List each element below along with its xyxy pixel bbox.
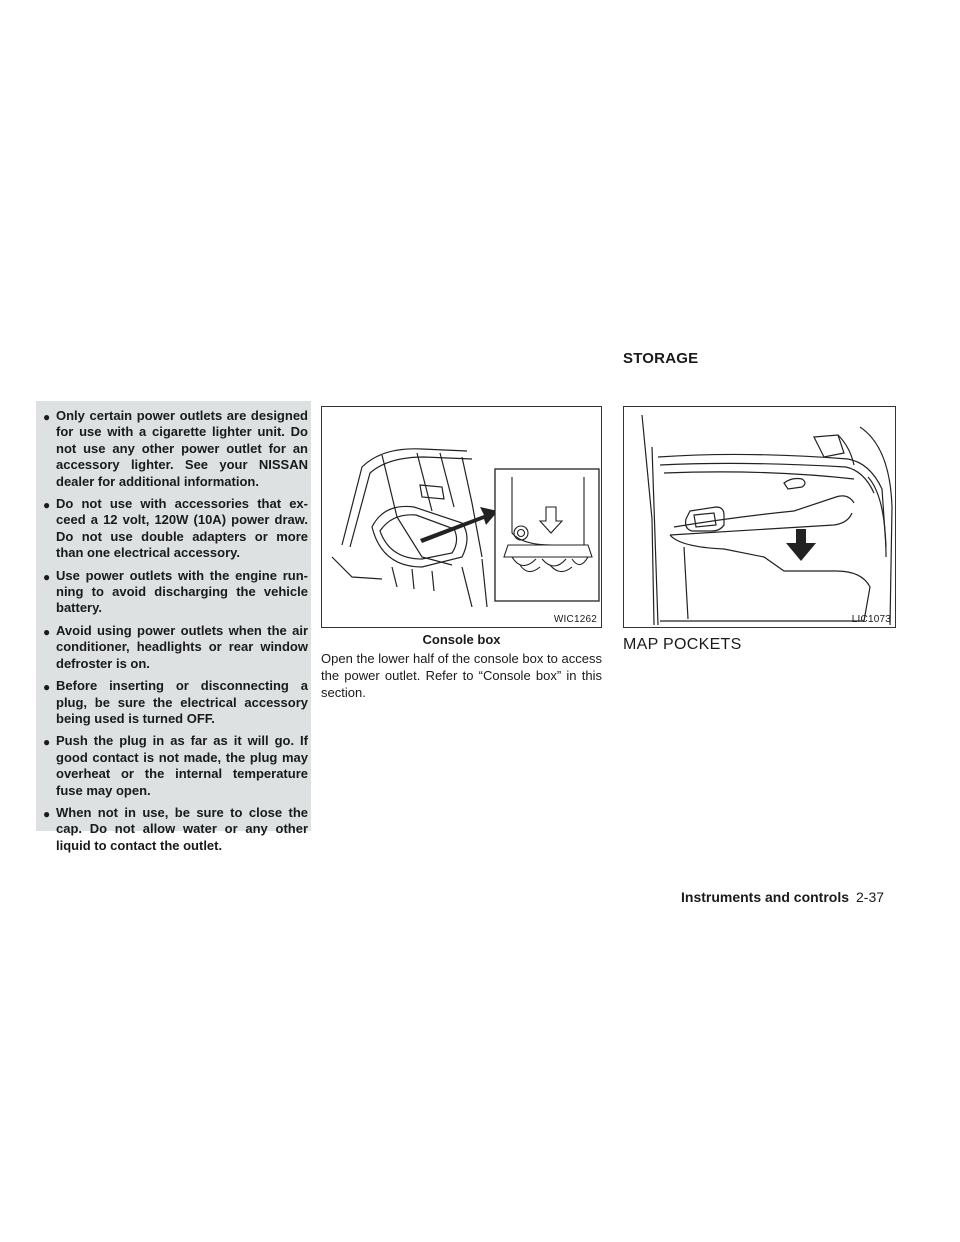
caution-text: Do not use with accessories that ex- ceed a 12 volt, 120W (10A) power draw. Do not use double adapters or more than one electrical accessory. [56,496,308,561]
door-panel-illustration [624,407,896,628]
down-arrow [786,529,816,561]
caution-text: Before inserting or disconnecting a plug, be sure the electrical accessory being used is turned OFF. [56,678,308,726]
bullet-icon: ● [43,624,51,639]
map-pockets-heading: MAP POCKETS [623,636,742,653]
caution-text: Avoid using power outlets when the air conditioner, headlights or rear window defroster is on. [56,622,308,671]
console-box-illustration [322,407,602,628]
figure-caption: Console box [422,632,501,647]
caution-item [43,408,308,490]
caution-text: Use power outlets with the engine run- ning to avoid discharging the vehicle battery. [56,567,308,616]
footer-section-title: Instruments and controls [681,889,850,905]
caution-item [43,733,308,799]
caution-item [43,678,308,727]
caution-text: When not in use, be sure to close the cap. Do not allow water or any other liquid to contact the outlet. [56,804,308,853]
bullet-icon: ● [43,735,51,750]
section-heading: STORAGE [623,350,699,367]
console-paragraph: Open the lower half of the console box to access the power outlet. Refer to “Console box” in this section. [321,651,602,700]
caution-item [43,568,308,617]
caution-item [43,496,308,562]
detail-inset [495,469,599,601]
page-number: 2-37 [856,889,885,905]
bullet-icon: ● [43,806,51,821]
caution-item [43,805,308,854]
map-pocket-figure [623,406,896,628]
figure-code: WIC1262 [553,614,597,625]
caution-item [43,623,308,672]
caution-text: Only certain power outlets are designed for use with a cigarette lighter unit. Do not use any other power outlet for an accessory lighter. See your NISSAN dealer for additional information. [56,408,308,489]
bullet-icon: ● [43,498,51,513]
figure-code: LIC1073 [851,614,891,625]
bullet-icon: ● [43,410,51,424]
bullet-icon: ● [43,680,51,695]
caution-text: Push the plug in as far as it will go. If good contact is not made, the plug may overheat or the internal temperature fuse may open. [56,733,308,798]
bullet-icon: ● [43,569,51,584]
console-box-figure [321,406,602,628]
caution-box [36,401,311,853]
